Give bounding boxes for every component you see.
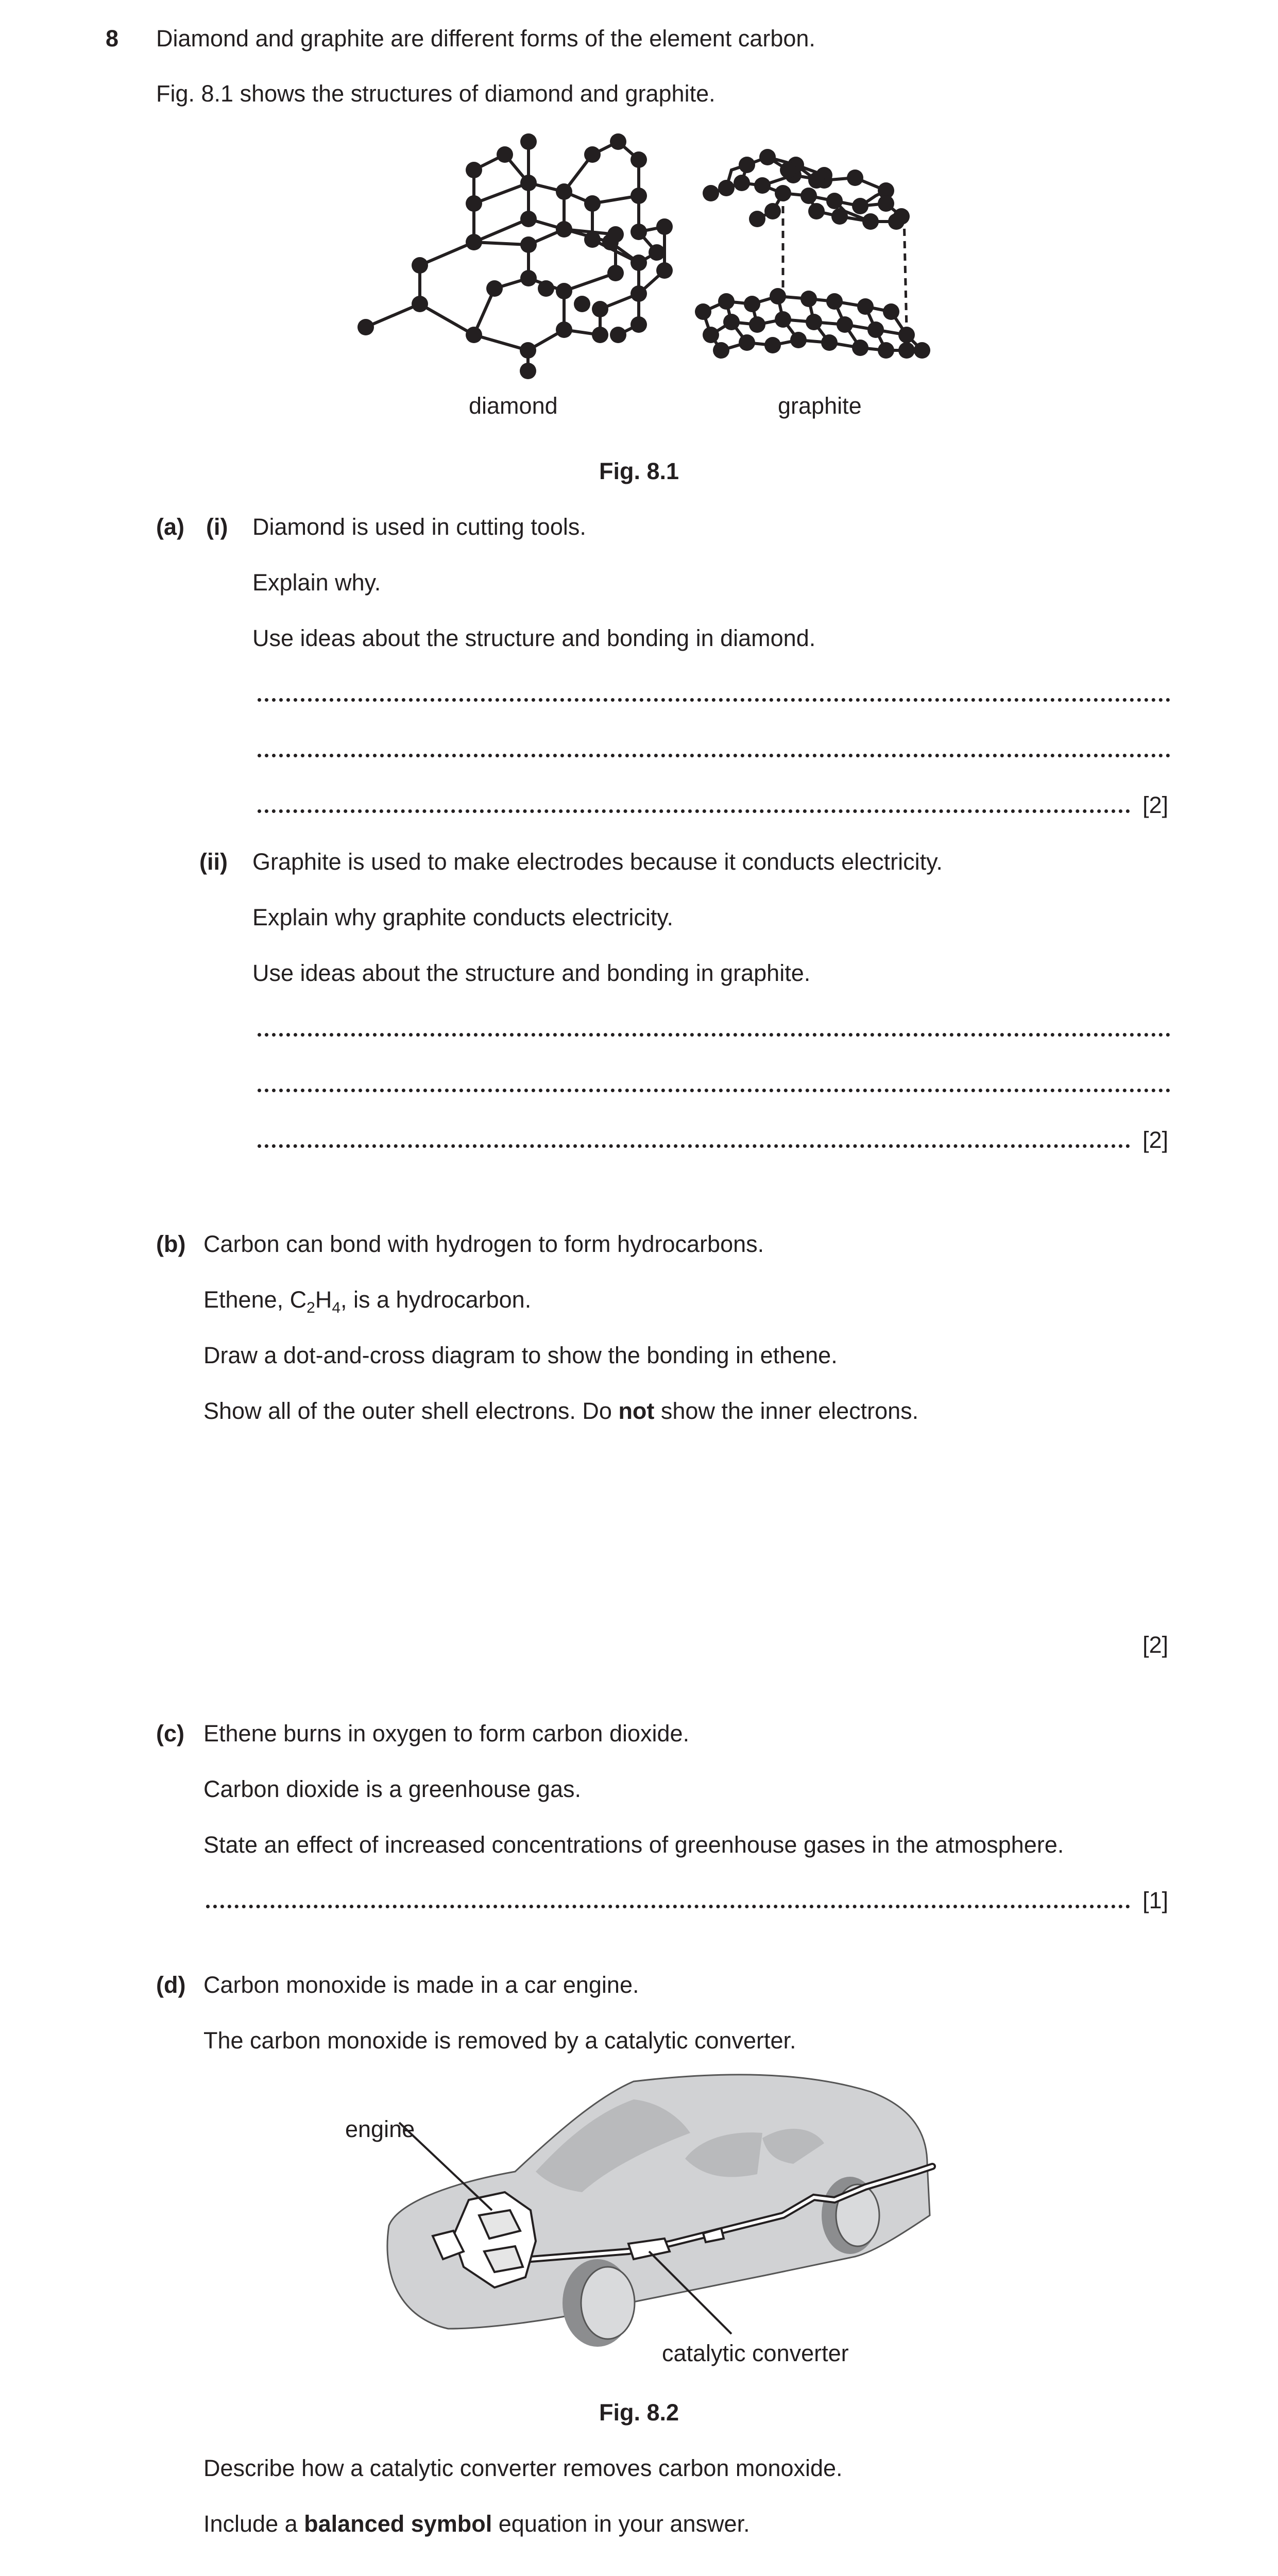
part-a-label: (a) xyxy=(156,514,184,540)
answer-line[interactable] xyxy=(258,754,1170,757)
part-c-line1: Ethene burns in oxygen to form carbon dioxide. xyxy=(203,1720,690,1747)
marks-c: [1] xyxy=(1143,1887,1169,1913)
part-c-label: (c) xyxy=(156,1720,184,1747)
part-a-i-line2: Explain why. xyxy=(252,569,381,596)
marks-b: [2] xyxy=(1143,1632,1169,1658)
part-b-label: (b) xyxy=(156,1231,186,1257)
part-b-line2: Ethene, $C_2H_4$, is a hydrocarbon. xyxy=(203,1286,532,1316)
question-number: 8 xyxy=(106,25,119,52)
answer-line[interactable] xyxy=(258,809,1130,813)
part-a-ii-line3: Use ideas about the structure and bonding in graphite. xyxy=(252,960,811,986)
part-a-ii-line1: Graphite is used to make electrodes because it conducts electricity. xyxy=(252,849,943,875)
part-d-label: (d) xyxy=(156,1972,186,1998)
engine-label: engine xyxy=(345,2116,415,2142)
part-d-line3: Describe how a catalytic converter removes carbon monoxide. xyxy=(203,2455,843,2481)
answer-line[interactable] xyxy=(258,1033,1170,1037)
fig1-structures-diagram xyxy=(0,0,1278,392)
part-b-line1: Carbon can bond with hydrogen to form hydrocarbons. xyxy=(203,1231,764,1257)
part-a-i-label: (i) xyxy=(206,514,228,540)
part-a-ii-line2: Explain why graphite conducts electricity. xyxy=(252,904,674,930)
graphite-label: graphite xyxy=(778,393,862,419)
converter-label: catalytic converter xyxy=(662,2340,849,2366)
diamond-label: diamond xyxy=(469,393,558,419)
part-c-line3: State an effect of increased concentrations of greenhouse gases in the atmosphere. xyxy=(203,1832,1064,1858)
part-d-line4: Include a balanced symbol equation in your answer. xyxy=(203,2511,750,2537)
marks-a-ii: [2] xyxy=(1143,1127,1169,1153)
part-d-line1: Carbon monoxide is made in a car engine. xyxy=(203,1972,639,1998)
car-diagram xyxy=(0,2056,1278,2365)
part-a-ii-label: (ii) xyxy=(199,849,228,875)
fig1-intro: Fig. 8.1 shows the structures of diamond and graphite. xyxy=(156,80,715,107)
fig2-caption: Fig. 8.2 xyxy=(599,2399,679,2426)
part-a-i-line3: Use ideas about the structure and bonding in diamond. xyxy=(252,625,816,651)
part-b-line3: Draw a dot-and-cross diagram to show the bonding in ethene. xyxy=(203,1342,838,1368)
drawing-area[interactable] xyxy=(203,1443,1170,1628)
part-b-line4: Show all of the outer shell electrons. Do not show the inner electrons. xyxy=(203,1398,919,1424)
answer-line[interactable] xyxy=(258,1089,1170,1092)
answer-line[interactable] xyxy=(258,1144,1130,1148)
part-a-i-line1: Diamond is used in cutting tools. xyxy=(252,514,586,540)
answer-line[interactable] xyxy=(258,698,1170,702)
answer-line[interactable] xyxy=(206,1905,1130,1908)
part-c-line2: Carbon dioxide is a greenhouse gas. xyxy=(203,1776,581,1802)
graphite-atoms xyxy=(695,149,930,359)
fig1-caption: Fig. 8.1 xyxy=(599,458,679,484)
question-intro: Diamond and graphite are different forms of the element carbon. xyxy=(156,25,815,52)
part-d-line2: The carbon monoxide is removed by a catalytic converter. xyxy=(203,2027,796,2054)
marks-a-i: [2] xyxy=(1143,792,1169,818)
